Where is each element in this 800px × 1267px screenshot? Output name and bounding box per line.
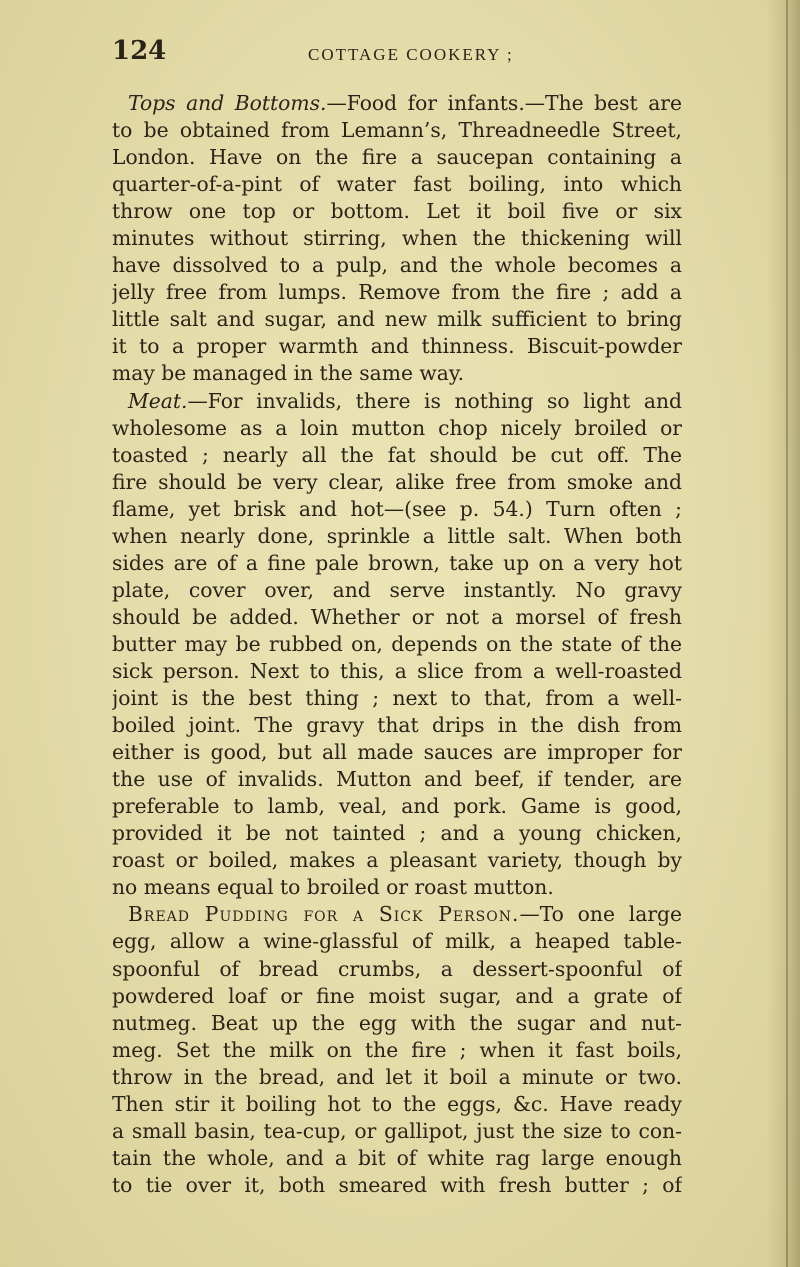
- text-line: [112, 901, 682, 928]
- line-text: —Food for infants.—The best are: [326, 91, 682, 115]
- line-text: toasted ; nearly all the fat should be cut off. The: [112, 442, 682, 467]
- text-line: [112, 1010, 682, 1037]
- text-line: [112, 252, 682, 279]
- line-text: quarter-of-a-pint of water fast boiling, into which: [112, 172, 682, 197]
- line-text: either is good, but all made sauces are improper for: [112, 740, 682, 765]
- line-text: flame, yet brisk and hot—(see p. 54.) Turn often ;: [112, 496, 682, 521]
- text-line: [112, 523, 682, 550]
- text-line: [112, 928, 682, 955]
- text-line: [112, 793, 682, 820]
- text-line: [112, 1118, 682, 1145]
- line-text: —To one large: [519, 902, 682, 927]
- text-line: [112, 766, 682, 793]
- text-line: [112, 847, 682, 874]
- line-text: have dissolved to a pulp, and the whole becomes a: [112, 253, 682, 278]
- running-head: COTTAGE COOKERY ;: [308, 45, 514, 64]
- text-line: [112, 604, 682, 631]
- text-line: [112, 279, 682, 306]
- line-text: no means equal to broiled or roast mutton.: [112, 875, 554, 900]
- text-line: [112, 712, 682, 739]
- text-line: [112, 1091, 682, 1118]
- line-text: provided it be not tainted ; and a young chicken,: [112, 821, 682, 846]
- line-text: throw in the bread, and let it boil a minute or two.: [112, 1064, 682, 1089]
- line-text: wholesome as a loin mutton chop nicely broiled or: [112, 415, 682, 440]
- text-line: [112, 577, 682, 604]
- text-line: [112, 306, 682, 333]
- line-text: fire should be very clear, alike free from smoke and: [112, 469, 682, 494]
- text-line: [112, 874, 682, 901]
- text-line: [112, 631, 682, 658]
- text-line: [112, 1064, 682, 1091]
- line-text: spoonful of bread crumbs, a dessert-spoonful of: [112, 956, 682, 981]
- line-text: the use of invalids. Mutton and beef, if tender, are: [112, 767, 682, 792]
- text-line: [112, 1145, 682, 1172]
- line-text: joint is the best thing ; next to that, from a well-: [112, 686, 682, 711]
- section-heading: Tops and Bottoms.: [128, 91, 327, 115]
- text-line: [112, 550, 682, 577]
- text-line: [112, 983, 682, 1010]
- line-text: —For invalids, there is nothing so light and: [187, 388, 682, 413]
- line-text: boiled joint. The gravy that drips in the dish from: [112, 713, 682, 738]
- line-text: tain the whole, and a bit of white rag large enough: [112, 1145, 682, 1170]
- line-text: egg, allow a wine-glassful of milk, a heaped table-: [112, 929, 682, 954]
- line-text: nutmeg. Beat up the egg with the sugar and nut-: [112, 1010, 682, 1035]
- line-text: butter may be rubbed on, depends on the state of the: [112, 631, 682, 656]
- body-text: [112, 90, 682, 1199]
- line-text: meg. Set the milk on the fire ; when it fast boils,: [112, 1037, 682, 1062]
- line-text: to be obtained from Lemann’s, Threadneedle Street,: [112, 118, 682, 143]
- text-line: [112, 1172, 682, 1199]
- text-line: [112, 333, 682, 360]
- line-text: sick person. Next to this, a slice from a well-roasted: [112, 658, 682, 683]
- page-number: 124: [112, 36, 167, 66]
- text-line: [112, 956, 682, 983]
- line-text: minutes without stirring, when the thickening will: [112, 226, 682, 251]
- text-line: [112, 739, 682, 766]
- text-line: [112, 225, 682, 252]
- text-line: [112, 658, 682, 685]
- line-text: when nearly done, sprinkle a little salt. When both: [112, 523, 682, 548]
- text-line: [112, 198, 682, 225]
- text-line: [112, 388, 682, 415]
- line-text: a small basin, tea-cup, or gallipot, just the size to con-: [112, 1118, 682, 1143]
- text-line: [112, 90, 682, 117]
- text-line: [112, 1037, 682, 1064]
- text-line: [112, 685, 682, 712]
- text-line: [112, 415, 682, 442]
- section-heading: Meat.: [128, 388, 188, 413]
- page-edge: [786, 0, 788, 1267]
- line-text: plate, cover over, and serve instantly. No gravy: [112, 577, 682, 602]
- line-text: Then stir it boiling hot to the eggs, &c. Have ready: [112, 1091, 682, 1116]
- line-text: jelly free from lumps. Remove from the fire ; add a: [112, 280, 682, 305]
- line-text: may be managed in the same way.: [112, 361, 465, 386]
- line-text: to tie over it, both smeared with fresh butter ; of: [112, 1172, 682, 1197]
- text-line: [112, 820, 682, 847]
- text-line: [112, 496, 682, 523]
- text-line: [112, 117, 682, 144]
- line-text: should be added. Whether or not a morsel of fresh: [112, 604, 682, 629]
- line-text: little salt and sugar, and new milk sufficient to bring: [112, 307, 682, 332]
- line-text: preferable to lamb, veal, and pork. Game is good,: [112, 794, 682, 819]
- line-text: roast or boiled, makes a pleasant variety, though by: [112, 848, 682, 873]
- text-line: [112, 171, 682, 198]
- page-gutter-shadow: [766, 0, 800, 1267]
- line-text: it to a proper warmth and thinness. Biscuit-powder: [112, 334, 682, 359]
- text-line: [112, 360, 682, 387]
- text-line: [112, 442, 682, 469]
- text-line: [112, 144, 682, 171]
- page-header: [112, 36, 682, 76]
- line-text: powdered loaf or fine moist sugar, and a grate of: [112, 983, 682, 1008]
- line-text: London. Have on the fire a saucepan containing a: [112, 145, 682, 170]
- section-heading: Bread Pudding for a Sick Person.: [128, 902, 520, 927]
- line-text: sides are of a fine pale brown, take up on a very hot: [112, 550, 682, 575]
- line-text: throw one top or bottom. Let it boil five or six: [112, 199, 682, 224]
- text-line: [112, 469, 682, 496]
